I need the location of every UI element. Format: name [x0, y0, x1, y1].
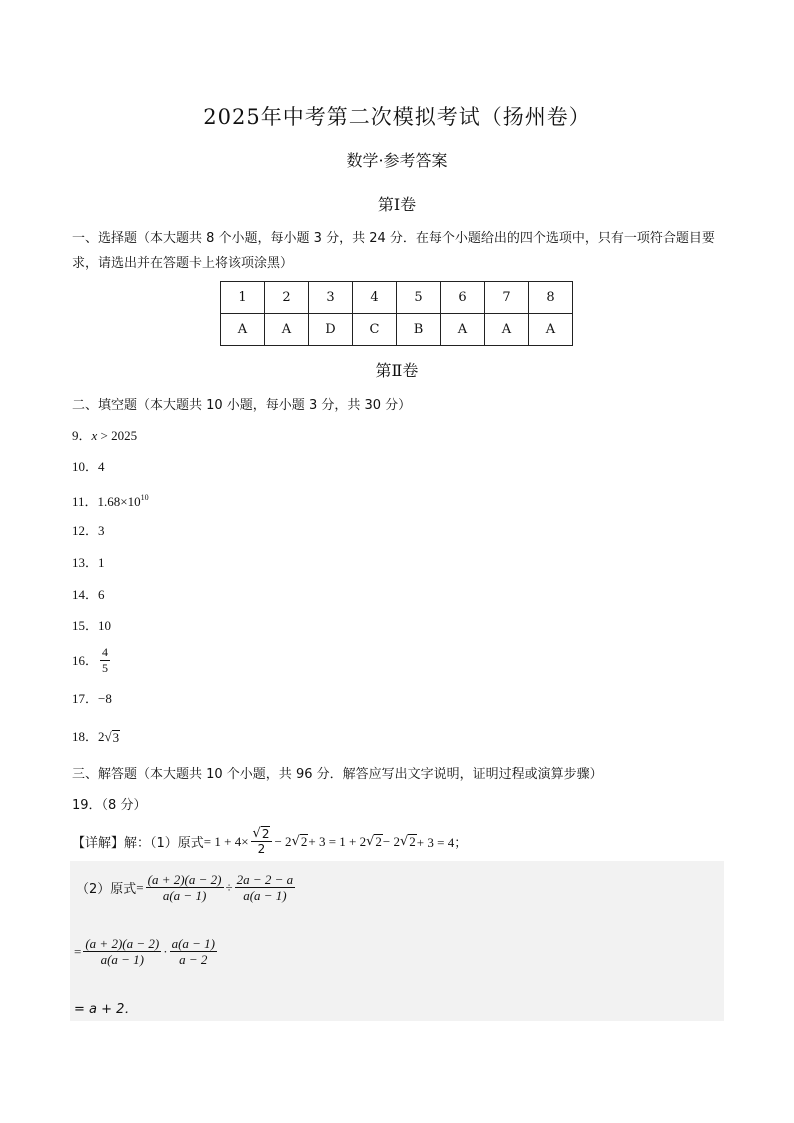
answer-14: 14．6	[72, 587, 105, 602]
detail-part-1: 【详解】解：（1）原式 = 1 + 4× √ 2 2 − 2 √ 2 + 3 = 1 + 2 √ 2 − 2 √ 2 + 3 = 4；	[72, 826, 468, 856]
page-subtitle: 数学·参考答案	[346, 151, 448, 170]
fraction: √ 2 2	[251, 826, 273, 857]
question-19-label: 19．（8 分）	[72, 798, 147, 813]
table-cell: A	[221, 314, 265, 346]
table-cell: A	[265, 314, 309, 346]
table-cell: 2	[265, 282, 309, 314]
volume-2-heading: 第Ⅱ卷	[375, 361, 419, 380]
detail-part-2-line-1: （2）原式 = $\frac{(a + 2)(a - 2)}{a(a - 1)}$ ÷ $\frac{2a - 2 - a}{a(a - 1)}$	[76, 872, 294, 903]
table-row-numbers	[221, 282, 573, 314]
table-cell: A	[441, 314, 485, 346]
section-2-heading: 二、填空题（本大题共 10 小题，每小题 3 分，共 30 分）	[72, 398, 412, 413]
table-cell: A	[485, 314, 529, 346]
table-cell: D	[309, 314, 353, 346]
fraction: $\frac{2a - 2 - a}{a(a - 1)}$	[236, 872, 294, 903]
fraction: $\frac{a(a - 1)}{a - 2}$	[171, 936, 215, 967]
table-row-answers	[221, 314, 573, 346]
table-cell: 4	[353, 282, 397, 314]
section-1-heading: 一、选择题（本大题共 8 个小题，每小题 3 分，共 24 分．在每个小题给出的四个选项中，只有一项符合题目要求，请选出并在答题卡上将该项涂黑）	[72, 231, 715, 271]
page-title: 2025年中考第二次模拟考试（扬州卷）	[203, 105, 591, 129]
answer-16: 16． $\frac{4}{5}$	[72, 645, 109, 675]
fraction: $\frac{(a + 2)(a - 2)}{a(a - 1)}$	[147, 872, 222, 903]
fraction: $\frac{(a + 2)(a - 2)}{a(a - 1)}$	[85, 936, 160, 967]
table-cell: 5	[397, 282, 441, 314]
table-cell: C	[353, 314, 397, 346]
section-3-heading: 三、解答题（本大题共 10 个小题，共 96 分．解答应写出文字说明，证明过程或演算步骤）	[72, 767, 603, 782]
table-cell: B	[397, 314, 441, 346]
answer-15: 15．10	[72, 618, 112, 633]
table-cell: A	[529, 314, 573, 346]
table-cell: 3	[309, 282, 353, 314]
table-cell: 7	[485, 282, 529, 314]
answer-9: 9．x > 2025	[72, 428, 138, 443]
sqrt-symbol: √ 3	[104, 729, 120, 745]
table-cell: 8	[529, 282, 573, 314]
answer-18: 18． 2 √ 3	[72, 729, 120, 745]
answer-13: 13．1	[72, 555, 105, 570]
answer-12: 12．3	[72, 523, 105, 538]
fraction: $\frac{4}{5}$	[102, 645, 109, 675]
answer-17: 17．−8	[72, 691, 112, 706]
choice-answer-table	[220, 281, 573, 346]
table-cell: 6	[441, 282, 485, 314]
volume-1-heading: 第Ⅰ卷	[377, 195, 417, 214]
answer-10: 10．4	[72, 459, 105, 474]
table-cell: 1	[221, 282, 265, 314]
detail-part-2-result: = a + 2．	[74, 1002, 138, 1017]
answer-11: 11．$1.68\times 10^{10}$	[72, 493, 149, 509]
detail-part-2-line-2: = $\frac{(a + 2)(a - 2)}{a(a - 1)}$ · $\frac{a(a - 1)}{a - 2}$	[74, 936, 215, 967]
